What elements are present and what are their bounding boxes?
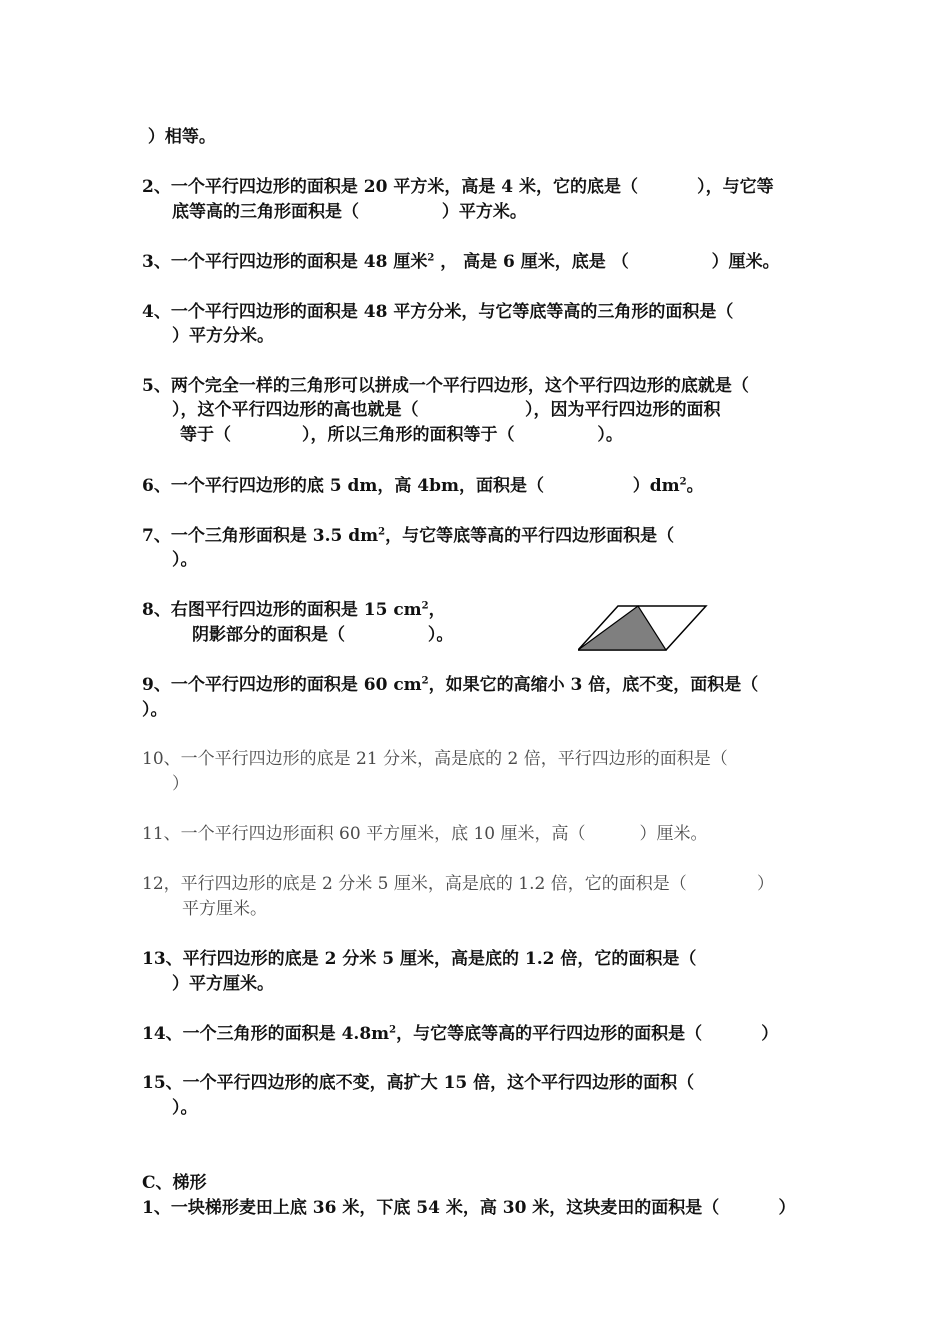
text-segment: ， [428, 600, 446, 620]
q8-line1 [142, 598, 950, 622]
parallelogram-figure [578, 604, 708, 652]
q11-line [142, 822, 950, 846]
q15-line2 [172, 1096, 950, 1120]
text-line: ）平方分米。 [172, 326, 274, 346]
text-segment: 。 [686, 476, 704, 496]
superscript: 2 [389, 1024, 397, 1036]
text-line: ）相等。 [142, 127, 216, 147]
text-segment: ，与它等底等高的平行四边形的面积是（ ） [396, 1024, 779, 1044]
section-c-heading [142, 1171, 950, 1195]
q12-line1 [142, 872, 950, 896]
c1-line [142, 1196, 950, 1220]
text-line: 11、一个平行四边形面积 60 平方厘米，底 10 厘米，高（ ）厘米。 [142, 824, 708, 844]
q13-line2 [172, 972, 950, 996]
q2-line2 [172, 200, 950, 224]
q6-line [142, 474, 950, 498]
text-line: 平方厘米。 [182, 899, 267, 919]
text-segment: ，如果它的高缩小 3 倍，底不变，面积是（ [428, 675, 759, 695]
text-line: ）。 [172, 1098, 198, 1118]
text-segment: 9、一个平行四边形的面积是 60 cm [142, 675, 422, 695]
q8-line2 [192, 623, 950, 647]
text-line: 4、一个平行四边形的面积是 48 平方分米，与它等底等高的三角形的面积是（ [142, 302, 734, 322]
q3-line [142, 250, 950, 274]
text-line: 等于（ ），所以三角形的面积等于（ ）。 [180, 425, 623, 445]
q4-line1 [142, 300, 950, 324]
q9-line2 [142, 698, 950, 722]
text-line: 5、两个完全一样的三角形可以拼成一个平行四边形，这个平行四边形的底就是（ [142, 376, 749, 396]
text-line: ）。 [172, 550, 198, 570]
text-segment: ， 高是 6 厘米，底是 （ ）厘米。 [434, 252, 780, 272]
superscript: 2 [378, 526, 386, 538]
superscript: 2 [421, 675, 429, 687]
text-segment: 14、一个三角形的面积是 4.8m [142, 1024, 390, 1044]
q7-line2 [172, 548, 950, 572]
text-segment: 8、右图平行四边形的面积是 15 cm [142, 600, 422, 620]
q14-line [142, 1022, 950, 1046]
text-line: 阴影部分的面积是（ ）。 [192, 625, 454, 645]
text-line: ）平方厘米。 [172, 974, 274, 994]
text-line: ） [172, 774, 189, 794]
q2-line1 [142, 175, 950, 199]
q15-line1 [142, 1071, 950, 1095]
text-line: ）。 [142, 700, 168, 720]
superscript: 2 [427, 252, 435, 264]
text-line: 10、一个平行四边形的底是 21 分米，高是底的 2 倍，平行四边形的面积是（ [142, 749, 728, 769]
q13-line1 [142, 947, 950, 971]
q10-line1 [142, 747, 950, 771]
text-line: ），这个平行四边形的高也就是（ ），因为平行四边形的面积 [172, 400, 721, 420]
text-line: C、梯形 [142, 1173, 207, 1193]
q10-line2 [172, 772, 950, 796]
text-segment: 7、一个三角形面积是 3.5 dm [142, 526, 379, 546]
q5-line3 [180, 423, 950, 447]
text-segment: 6、一个平行四边形的底 5 dm，高 4bm，面积是（ ）dm [142, 476, 680, 496]
q12-line2 [182, 897, 950, 921]
text-line: 12，平行四边形的底是 2 分米 5 厘米，高是底的 1.2 倍，它的面积是（ ） [142, 874, 774, 894]
q9-line1 [142, 673, 950, 697]
text-line: 13、平行四边形的底是 2 分米 5 厘米，高是底的 1.2 倍，它的面积是（ [142, 949, 697, 969]
text-line: 底等高的三角形面积是（ ）平方米。 [172, 202, 527, 222]
q5-line1 [142, 374, 950, 398]
text-line: 1、一块梯形麦田上底 36 米，下底 54 米，高 30 米，这块麦田的面积是（ ） [142, 1198, 796, 1218]
text-line: 2、一个平行四边形的面积是 20 平方米，高是 4 米，它的底是（ ），与它等 [142, 177, 774, 197]
superscript: 2 [421, 600, 429, 612]
q1-continuation [142, 125, 950, 149]
superscript: 2 [679, 476, 687, 488]
q7-line1 [142, 524, 950, 548]
q5-line2 [172, 398, 950, 422]
text-segment: ，与它等底等高的平行四边形面积是（ [385, 526, 675, 546]
text-line: 15、一个平行四边形的底不变，高扩大 15 倍，这个平行四边形的面积（ [142, 1073, 695, 1093]
text-segment: 3、一个平行四边形的面积是 48 厘米 [142, 252, 428, 272]
q4-line2 [172, 324, 950, 348]
